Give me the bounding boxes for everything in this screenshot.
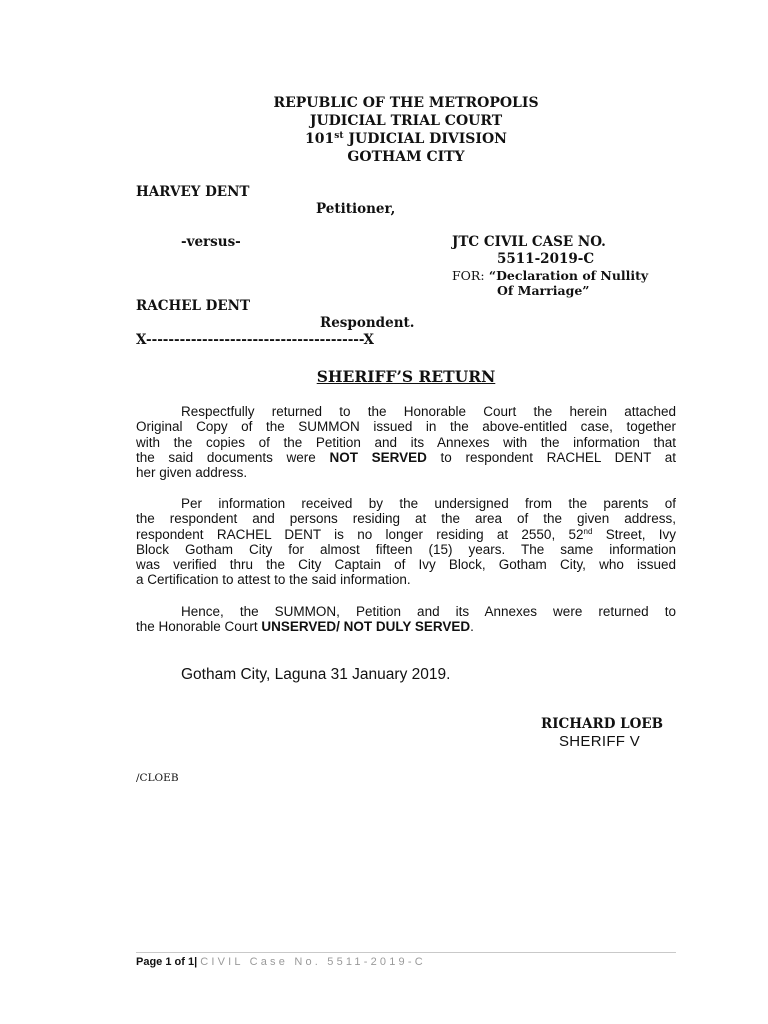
body-paragraph-1: [136, 404, 676, 480]
text-run: .: [470, 619, 474, 635]
text-line: Block Gotham City for almost fifteen (15) years. The same information: [136, 541, 676, 557]
text-run: to respondent RACHEL DENT at: [426, 449, 676, 465]
petitioner-label: Petitioner,: [316, 201, 396, 217]
respondent-label: Respondent.: [320, 315, 415, 331]
text-line: Hence, the SUMMON, Petition and its Annexes were returned to: [181, 604, 676, 619]
text-run: respondent RACHEL DENT is no longer residing at 2550, 52: [136, 526, 584, 542]
text-line: Per information received by the undersigned from the parents of: [181, 496, 676, 511]
text-line: the respondent and persons residing at the area of the given address,: [136, 511, 676, 527]
text-line: Original Copy of the SUMMON issued in the above-entitled case, together: [136, 419, 676, 435]
reference-initials: /CLOEB: [136, 772, 179, 784]
ordinal-suffix: nd: [583, 526, 593, 536]
case-nature-line-1: [452, 268, 648, 283]
court-name-line-3: [0, 131, 768, 147]
division-number: 101: [305, 131, 335, 147]
case-nature-text-cont: Of Marriage”: [497, 283, 590, 298]
footer-separator: |: [194, 956, 198, 968]
case-nature-text: “Declaration of Nullity: [484, 268, 649, 283]
text-line: [136, 527, 676, 542]
court-city-line: GOTHAM CITY: [347, 149, 465, 165]
caption-divider: X---------------------------------------X: [136, 332, 375, 348]
division-ordinal: st: [334, 131, 344, 141]
page-footer: [136, 956, 426, 968]
for-label: FOR:: [452, 268, 485, 283]
body-paragraph-2: [136, 496, 676, 588]
not-served-emphasis: NOT SERVED: [329, 449, 427, 465]
text-line: [136, 619, 676, 634]
court-name-line-1: REPUBLIC OF THE METROPOLIS: [273, 95, 539, 111]
date-line: Gotham City, Laguna 31 January 2019.: [181, 666, 451, 683]
division-label: JUDICIAL DIVISION: [343, 131, 507, 147]
case-number: 5511-2019-C: [497, 251, 595, 267]
page-number: Page 1 of 1: [136, 956, 195, 968]
body-paragraph-3: [136, 604, 676, 635]
case-number-label: JTC CIVIL CASE NO.: [452, 234, 606, 250]
footer-divider: [136, 952, 676, 953]
unserved-emphasis: UNSERVED/ NOT DULY SERVED: [261, 619, 471, 635]
versus-label: -versus-: [181, 234, 241, 250]
text-run: the Honorable Court: [136, 619, 262, 635]
text-line: was verified thru the City Captain of Ivy Block, Gotham City, who issued: [136, 557, 676, 573]
footer-case-number: CIVIL Case No. 5511-2019-C: [200, 956, 426, 968]
case-nature-line-2: [497, 283, 589, 298]
petitioner-name: HARVEY DENT: [136, 184, 250, 200]
text-line: her given address.: [136, 465, 248, 481]
court-name-line-2: JUDICIAL TRIAL COURT: [309, 113, 503, 129]
signatory-name: RICHARD LOEB: [541, 716, 664, 732]
text-run: the said documents were: [136, 449, 330, 465]
signatory-title: SHERIFF V: [559, 733, 641, 750]
respondent-name: RACHEL DENT: [136, 298, 251, 314]
text-line: [136, 450, 676, 465]
text-line: with the copies of the Petition and its Annexes with the information that: [136, 434, 676, 450]
text-line: Respectfully returned to the Honorable Court the herein attached: [181, 404, 676, 419]
text-run: Street, Ivy: [592, 526, 676, 542]
text-line: a Certification to attest to the said information.: [136, 572, 411, 588]
document-title: SHERIFF’S RETURN: [316, 367, 496, 386]
